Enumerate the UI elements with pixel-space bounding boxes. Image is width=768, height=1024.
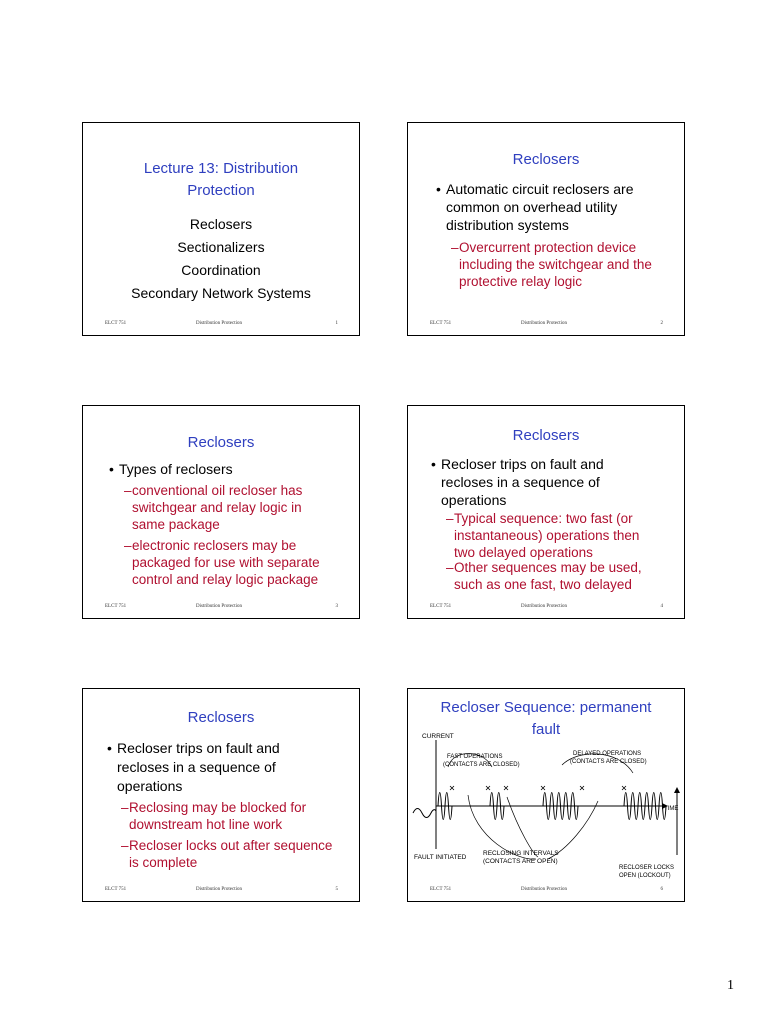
recloser-sequence-diagram xyxy=(408,689,686,889)
bullet-item: • Recloser trips on fault and recloses in a sequence of operations xyxy=(431,456,604,508)
current-label: CURRENT xyxy=(422,733,454,740)
slide-1 xyxy=(82,122,360,336)
reclosing-intervals-label: RECLOSING INTERVALS xyxy=(483,850,559,857)
slide-title: Lecture 13: Distribution Protection xyxy=(143,160,299,199)
slide-title: Recloser Sequence: permanent fault xyxy=(440,699,652,738)
bullet-item: • Types of reclosers xyxy=(109,461,233,477)
slide-footer: ELCT 751 Distribution Protection 2 xyxy=(430,321,663,326)
lockout-label: OPEN (LOCKOUT) xyxy=(619,873,671,879)
topic-item: Reclosers xyxy=(189,216,253,232)
slide-title: Reclosers xyxy=(187,434,255,451)
slide-title: Reclosers xyxy=(187,709,255,726)
fast-operations-label: (CONTACTS ARE CLOSED) xyxy=(443,762,520,768)
bullet-item: • Recloser trips on fault and recloses in a sequence of operations xyxy=(107,740,280,794)
slide-footer: ELCT 751 Distribution Protection 3 xyxy=(105,604,338,609)
page-number: 1 xyxy=(727,978,734,993)
reclosing-intervals-label: (CONTACTS ARE OPEN) xyxy=(483,858,558,865)
fast-operations-label: FAST OPERATIONS xyxy=(447,754,503,760)
sub-bullet-item: – Recloser locks out after sequence is complete xyxy=(121,838,333,870)
sub-bullet-item: – conventional oil recloser has switchgear and relay logic in same package xyxy=(124,483,303,532)
topic-item: Secondary Network Systems xyxy=(131,285,311,301)
slide-5 xyxy=(82,688,360,902)
delayed-operations-label: (CONTACTS ARE CLOSED) xyxy=(570,759,647,765)
delayed-operations-label: DELAYED OPERATIONS xyxy=(573,751,642,757)
slide-title: Reclosers xyxy=(512,151,580,168)
slide-6 xyxy=(407,688,685,902)
slide-title: Reclosers xyxy=(512,427,580,444)
sub-bullet-item: – Other sequences may be used, such as one fast, two delayed xyxy=(446,560,642,592)
slide-footer: ELCT 751 Distribution Protection 4 xyxy=(430,604,663,609)
slide-footer: ELCT 751 Distribution Protection 5 xyxy=(105,887,338,892)
lockout-label: RECLOSER LOCKS xyxy=(619,865,675,871)
sub-bullet-item: – electronic reclosers may be packaged for use with separate control and relay logic package xyxy=(124,538,320,587)
time-label: TIME xyxy=(664,806,679,812)
sub-bullet-item: – Typical sequence: two fast (or instantaneous) operations then two delayed operations xyxy=(446,511,640,560)
slide-footer: ELCT 751 Distribution Protection 1 xyxy=(105,321,338,326)
bullet-item: • Automatic circuit reclosers are common on overhead utility distribution systems xyxy=(436,181,634,233)
slide-3 xyxy=(82,405,360,619)
slide-footer: ELCT 751 Distribution Protection 6 xyxy=(430,887,663,892)
sub-bullet-item: – Overcurrent protection device including the switchgear and the protective relay logic xyxy=(451,240,652,289)
topic-item: Sectionalizers xyxy=(177,239,265,255)
fault-initiated-label: FAULT INITIATED xyxy=(414,854,467,861)
topic-item: Coordination xyxy=(181,262,261,278)
slide-2 xyxy=(407,122,685,336)
sub-bullet-item: – Reclosing may be blocked for downstream hot line work xyxy=(121,800,307,832)
slide-4 xyxy=(407,405,685,619)
